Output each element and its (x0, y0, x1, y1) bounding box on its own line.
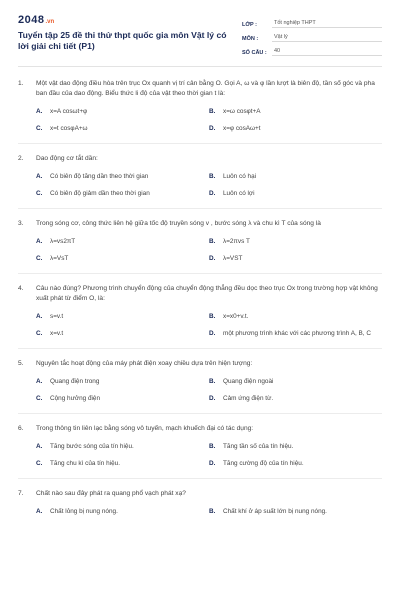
meta-row (242, 14, 382, 28)
question-text (18, 154, 382, 164)
question-text (18, 79, 382, 99)
answer-option[interactable] (209, 394, 382, 403)
question-body: Câu nào đúng? Phương trình chuyển động của chuyển động thẳng đều dọc theo trục Ox trong trường hợp vật không xuất phát từ điểm O, là: (36, 285, 378, 302)
option-text: Cộng hưởng điện (50, 395, 101, 402)
answer-option[interactable] (209, 107, 382, 116)
header-divider (18, 66, 382, 67)
question-number: 1. (18, 80, 24, 87)
option-letter: D. (209, 190, 216, 197)
option-letter: D. (209, 330, 216, 337)
logo-domain: .vn (45, 19, 55, 25)
question-item (18, 79, 382, 133)
question-text (18, 219, 382, 229)
question-number: 5. (18, 360, 24, 367)
question-divider (18, 348, 382, 349)
option-text: x=x0+v.t. (223, 313, 249, 320)
question-divider (18, 273, 382, 274)
option-letter: B. (209, 443, 216, 450)
option-text: Luôn có lợi (223, 190, 255, 197)
question-item (18, 424, 382, 468)
option-text: λ=VST (223, 255, 243, 262)
question-item (18, 359, 382, 403)
question-divider (18, 208, 382, 209)
exam-meta (242, 14, 382, 56)
page-header (18, 14, 382, 56)
option-letter: C. (36, 190, 43, 197)
answer-option[interactable] (209, 442, 382, 451)
answer-options (36, 377, 382, 403)
option-text: Tăng cường độ của tín hiệu. (223, 460, 304, 467)
option-letter: A. (36, 443, 43, 450)
option-letter: A. (36, 313, 43, 320)
page-title: Tuyển tập 25 đề thi thử thpt quốc gia môn Vật lý có lời giải chi tiết (P1) (18, 30, 227, 51)
answer-option[interactable] (36, 442, 209, 451)
option-letter: A. (36, 108, 43, 115)
logo-text: 2048 (18, 14, 45, 26)
question-divider (18, 413, 382, 414)
option-letter: D. (209, 460, 216, 467)
option-text: Quang điện ngoài (223, 378, 274, 385)
option-letter: B. (209, 173, 216, 180)
option-text: x=φ cosAω+t (223, 125, 261, 132)
option-text: Tăng chu kì của tín hiệu. (50, 460, 120, 467)
answer-options (36, 172, 382, 198)
answer-option[interactable] (36, 377, 209, 386)
option-letter: C. (36, 125, 43, 132)
option-letter: A. (36, 508, 43, 515)
option-text: Luôn có hại (223, 173, 257, 180)
option-text: x=ω cosφt+A (223, 108, 261, 115)
answer-option[interactable] (209, 329, 382, 338)
option-letter: B. (209, 313, 216, 320)
option-text: Chất khí ở áp suất lớn bị nung nóng. (223, 508, 327, 515)
question-text (18, 359, 382, 369)
answer-option[interactable] (209, 237, 382, 246)
meta-label: SỐ CÂU : (242, 50, 267, 56)
question-body: Trong thông tin liên lạc bằng sóng vô tuyến, mạch khuếch đại có tác dụng: (36, 425, 254, 432)
option-text: Quang điện trong (50, 378, 100, 385)
question-number: 2. (18, 155, 24, 162)
question-item (18, 219, 382, 263)
meta-row (242, 42, 382, 56)
option-text: Cảm ứng điện từ. (223, 395, 274, 402)
answer-option[interactable] (36, 172, 209, 181)
answer-option[interactable] (209, 459, 382, 468)
answer-options (36, 107, 382, 133)
option-letter: B. (209, 508, 216, 515)
option-text: x=A cosωt+φ (50, 108, 88, 115)
option-letter: D. (209, 395, 216, 402)
answer-option[interactable] (36, 507, 209, 516)
answer-option[interactable] (36, 394, 209, 403)
title-block (18, 14, 233, 52)
answer-option[interactable] (36, 189, 209, 198)
option-text: λ=2πvs T (223, 238, 250, 245)
answer-option[interactable] (209, 377, 382, 386)
question-text (18, 424, 382, 434)
answer-options (36, 442, 382, 468)
option-letter: D. (209, 255, 216, 262)
option-letter: B. (209, 238, 216, 245)
answer-options (36, 237, 382, 263)
option-text: λ=vs2πT (50, 238, 76, 245)
option-letter: A. (36, 378, 43, 385)
option-text: λ=VsT (50, 255, 69, 262)
question-body: Một vật dao động điều hòa trên trục Ox quanh vị trí cân bằng O. Gọi A, ω và φ lần lượt là biên độ, tần số góc và pha ban đầu của dao động. Biểu thức li độ của vật theo thời gian t là: (36, 80, 375, 97)
answer-options (36, 507, 382, 516)
answer-option[interactable] (36, 329, 209, 338)
question-text (18, 284, 382, 304)
option-letter: A. (36, 173, 43, 180)
question-divider (18, 143, 382, 144)
answer-option[interactable] (36, 312, 209, 321)
question-list (18, 79, 382, 516)
answer-option[interactable] (209, 124, 382, 133)
question-text (18, 489, 382, 499)
option-letter: B. (209, 108, 216, 115)
question-item (18, 154, 382, 198)
answer-option[interactable] (36, 237, 209, 246)
question-body: Nguyên tắc hoạt động của máy phát điện xoay chiều dựa trên hiện tượng: (36, 360, 253, 367)
question-body: Trong sóng cơ, công thức liên hệ giữa tốc độ truyền sóng v , bước sóng λ và chu kì T của sóng là (36, 220, 321, 227)
meta-value: Vật lý (272, 34, 382, 42)
option-letter: C. (36, 460, 43, 467)
site-logo[interactable] (18, 14, 233, 26)
option-text: Chất lỏng bị nung nóng. (50, 508, 118, 515)
meta-value: Tốt nghiệp THPT (272, 20, 382, 28)
option-text: Có biên độ tăng dần theo thời gian (50, 173, 149, 180)
question-divider (18, 478, 382, 479)
meta-row (242, 28, 382, 42)
option-letter: B. (209, 378, 216, 385)
meta-label: MÔN : (242, 36, 259, 42)
question-number: 7. (18, 490, 24, 497)
option-letter: C. (36, 255, 43, 262)
answer-option[interactable] (36, 124, 209, 133)
option-letter: C. (36, 395, 43, 402)
option-text: một phương trình khác với các phương trình A, B, C (223, 330, 371, 337)
option-text: s=v.t (50, 313, 64, 320)
option-text: x=t cosφA+ω (50, 125, 88, 132)
answer-option[interactable] (36, 459, 209, 468)
question-item (18, 284, 382, 338)
question-body: Dao động cơ tắt dần: (36, 155, 98, 162)
answer-option[interactable] (209, 254, 382, 263)
meta-value: 40 (272, 48, 382, 56)
option-letter: C. (36, 330, 43, 337)
answer-options (36, 312, 382, 338)
answer-option[interactable] (36, 107, 209, 116)
meta-label: LỚP : (242, 22, 257, 28)
question-item (18, 489, 382, 516)
question-number: 3. (18, 220, 24, 227)
answer-option[interactable] (36, 254, 209, 263)
option-letter: A. (36, 238, 43, 245)
question-number: 6. (18, 425, 24, 432)
answer-option[interactable] (209, 312, 382, 321)
option-text: Tăng tần số của tín hiệu. (223, 443, 294, 450)
option-text: Tăng bước sóng của tín hiệu. (50, 443, 134, 450)
option-text: x=v.t (50, 330, 64, 337)
option-text: Có biên độ giảm dần theo thời gian (50, 190, 150, 197)
answer-option[interactable] (209, 172, 382, 181)
question-number: 4. (18, 285, 24, 292)
question-body: Chất nào sau đây phát ra quang phổ vạch phát xạ? (36, 490, 186, 497)
option-letter: D. (209, 125, 216, 132)
answer-option[interactable] (209, 507, 382, 516)
answer-option[interactable] (209, 189, 382, 198)
